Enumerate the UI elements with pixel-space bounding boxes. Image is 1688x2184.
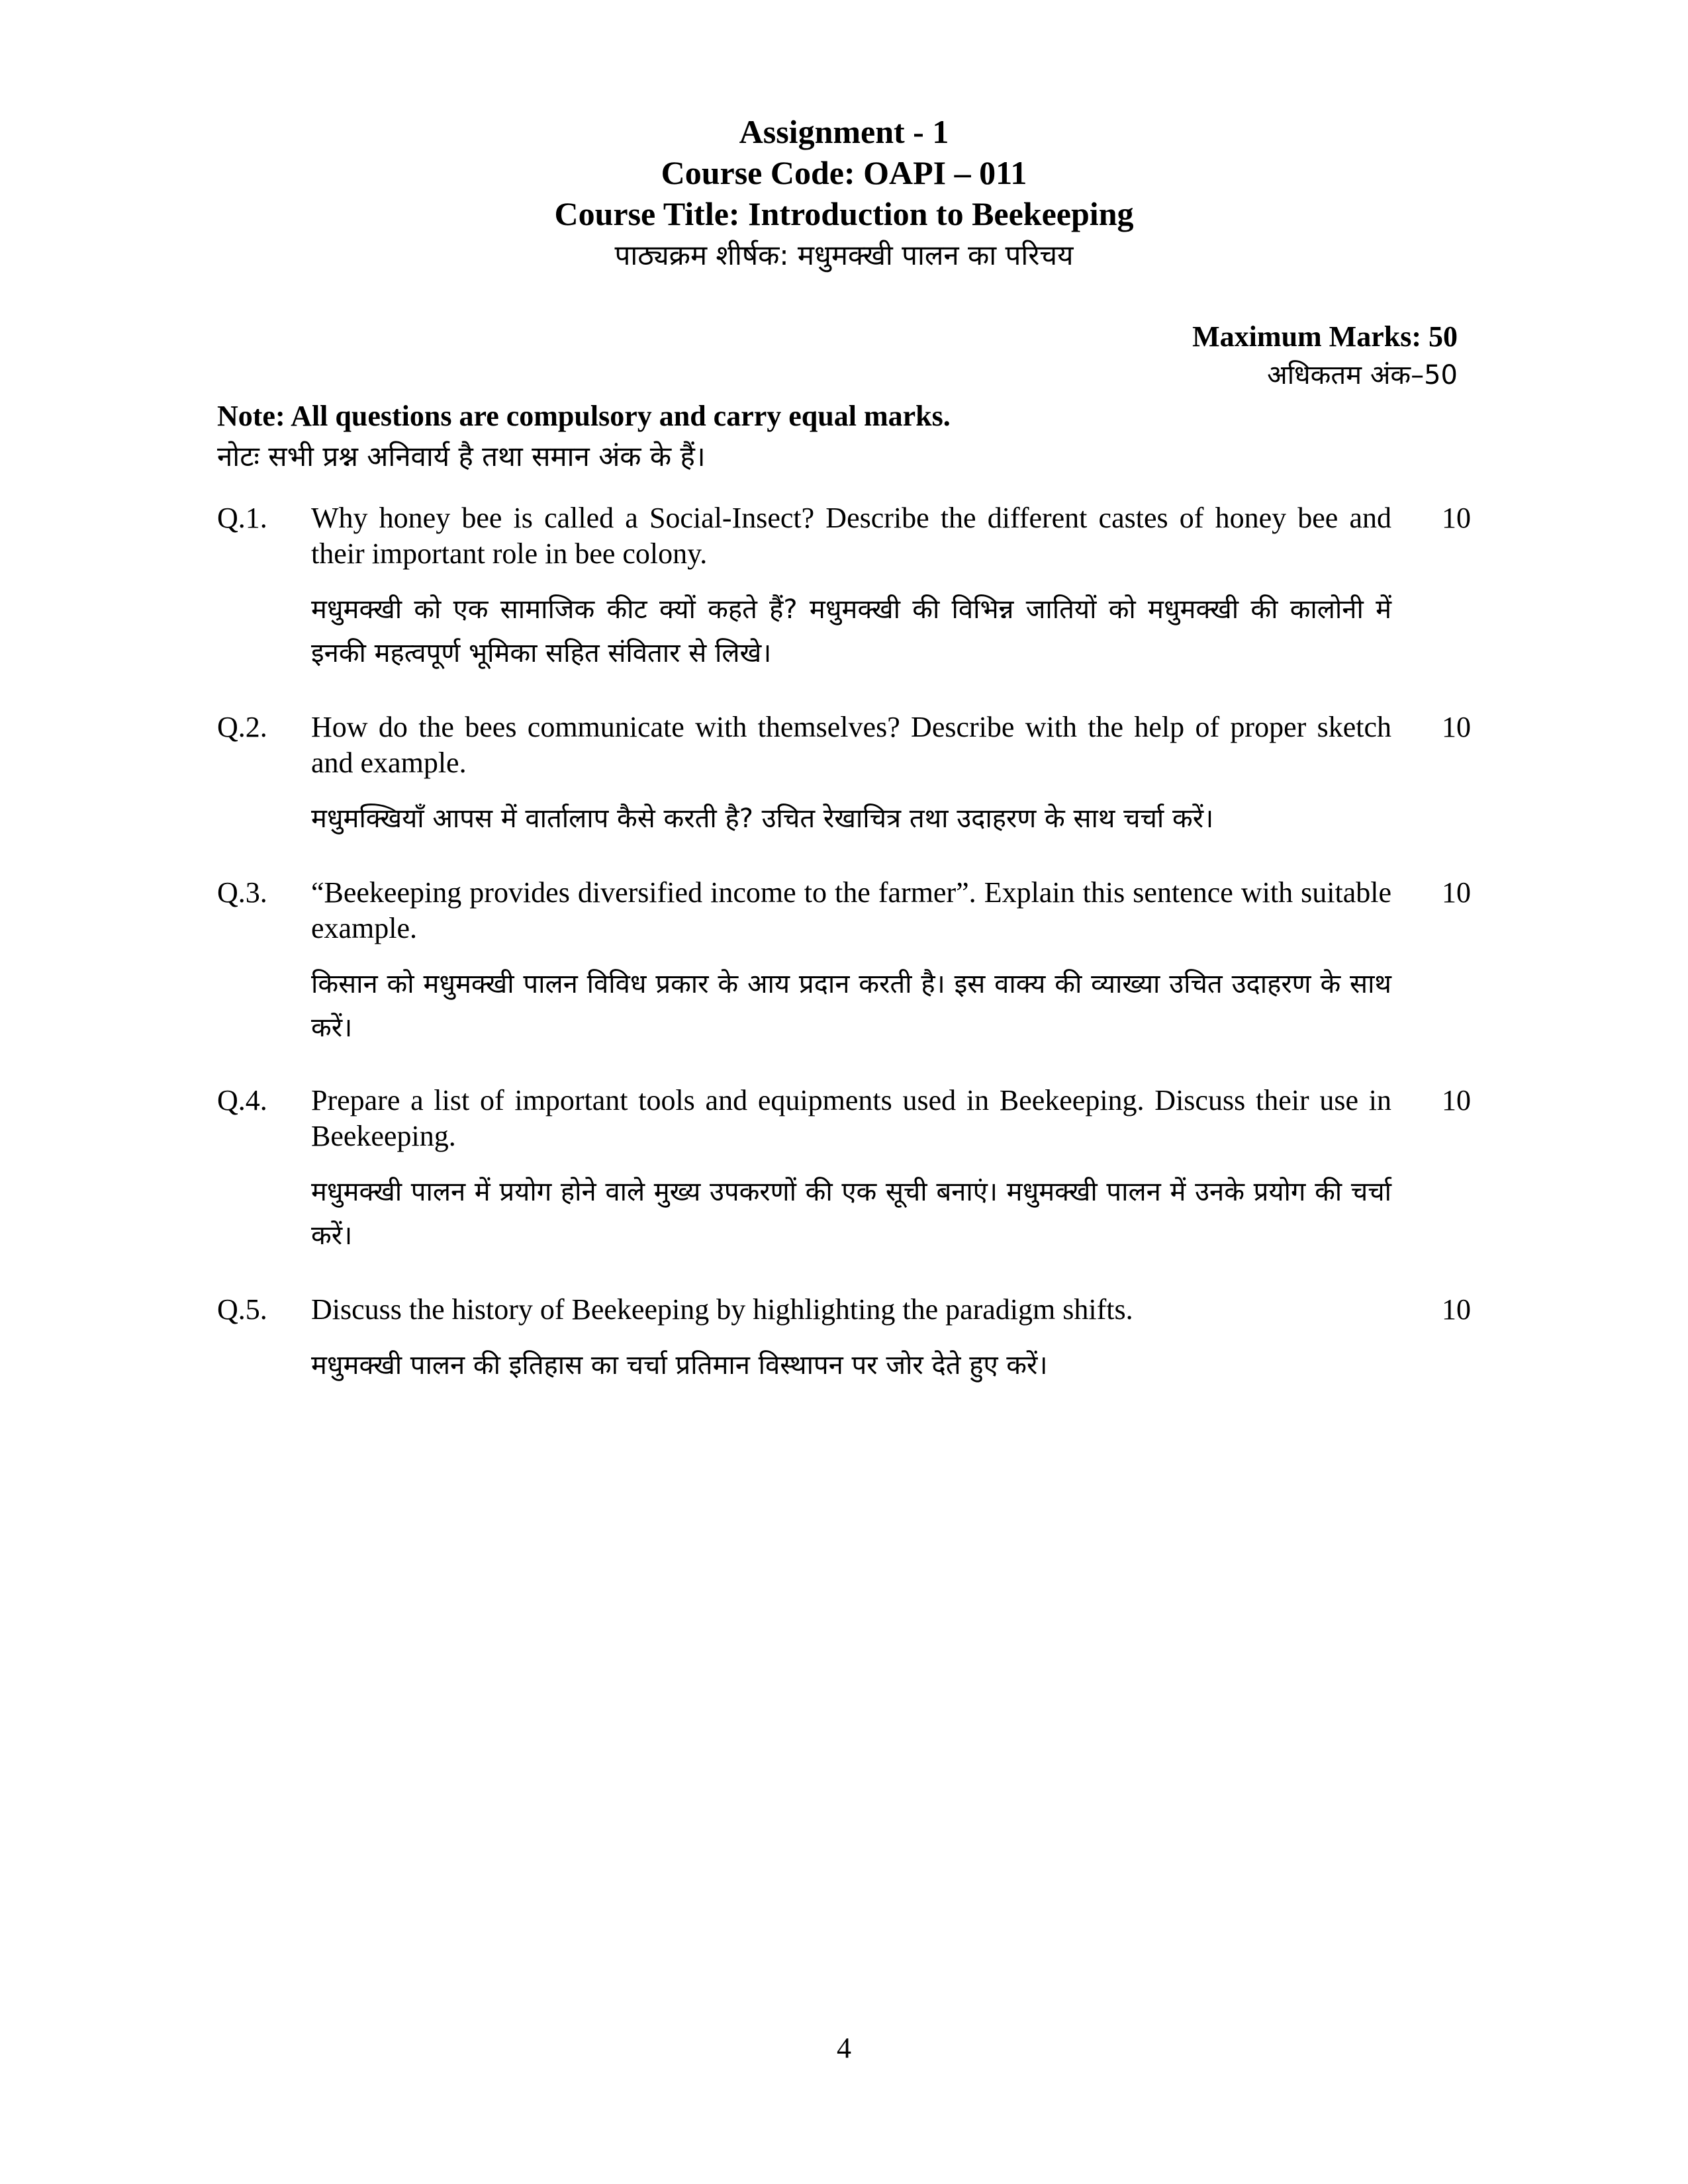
assignment-title: Assignment - 1 xyxy=(739,113,949,150)
question-number: Q.1. xyxy=(217,502,267,534)
page-number: 4 xyxy=(837,2032,851,2064)
question-text: Prepare a list of important tools and equipments used in Beekeeping. Discuss their use in Beekeeping. xyxy=(311,1084,1391,1152)
maximum-marks-label: Maximum Marks: 50 xyxy=(1192,320,1458,353)
question-marks: 10 xyxy=(1442,502,1471,534)
question-text-hindi: मधुमक्खी को एक सामाजिक कीट क्यों कहते हैं? मधुमक्खी की विभिन्न जातियों को मधुमक्खी की कालोनी में इनकी महत्वपूर्ण भूमिका सहित संवितार से लिखे। xyxy=(311,594,1391,668)
question-marks: 10 xyxy=(1442,1293,1471,1326)
question-text: “Beekeeping provides diversified income to the farmer”. Explain this sentence with suitable example. xyxy=(311,876,1391,944)
maximum-marks-hindi: अधिकतम अंक–50 xyxy=(1267,360,1458,390)
question-text-hindi: मधुमक्खी पालन की इतिहास का चर्चा प्रतिमान विस्थापन पर जोर देते हुए करें। xyxy=(311,1350,1048,1381)
question-text: Why honey bee is called a Social-Insect? Describe the different castes of honey bee and their important role in bee colony. xyxy=(311,502,1391,570)
course-title: Course Title: Introduction to Beekeeping xyxy=(554,195,1134,232)
maximum-marks xyxy=(1192,318,1458,394)
question-marks: 10 xyxy=(1442,711,1471,743)
note-english: Note: All questions are compulsory and carry equal marks. xyxy=(217,400,951,432)
question-text-hindi: मधुमक्खियाँ आपस में वार्तालाप कैसे करती है? उचित रेखाचित्र तथा उदाहरण के साथ चर्चा करें। xyxy=(311,803,1214,834)
question-5 xyxy=(217,1292,1471,1387)
document-header xyxy=(0,111,1688,277)
course-code: Course Code: OAPI – 011 xyxy=(661,154,1027,191)
question-marks: 10 xyxy=(1442,876,1471,909)
question-marks: 10 xyxy=(1442,1084,1471,1116)
question-text: How do the bees communicate with themselves? Describe with the help of proper sketch and example. xyxy=(311,711,1391,779)
instructions-note xyxy=(217,397,951,478)
question-4 xyxy=(217,1083,1471,1257)
question-text-hindi: किसान को मधुमक्खी पालन विविध प्रकार के आय प्रदान करती है। इस वाक्य की व्याख्या उचित उदाहरण के साथ करें। xyxy=(311,969,1391,1043)
question-number: Q.3. xyxy=(217,876,267,909)
question-number: Q.5. xyxy=(217,1293,267,1326)
question-2 xyxy=(217,709,1471,841)
question-3 xyxy=(217,875,1471,1050)
question-number: Q.4. xyxy=(217,1084,267,1116)
question-1 xyxy=(217,500,1471,675)
note-hindi: नोटः सभी प्रश्न अनिवार्य है तथा समान अंक के हैं। xyxy=(217,440,706,473)
question-text: Discuss the history of Beekeeping by highlighting the paradigm shifts. xyxy=(311,1293,1133,1326)
course-title-hindi: पाठ्यक्रम शीर्षक: मधुमक्खी पालन का परिचय xyxy=(614,239,1074,271)
question-number: Q.2. xyxy=(217,711,267,743)
question-text-hindi: मधुमक्खी पालन में प्रयोग होने वाले मुख्य उपकरणों की एक सूची बनाएं। मधुमक्खी पालन में उनके प्रयोग की चर्चा करें। xyxy=(311,1177,1391,1251)
